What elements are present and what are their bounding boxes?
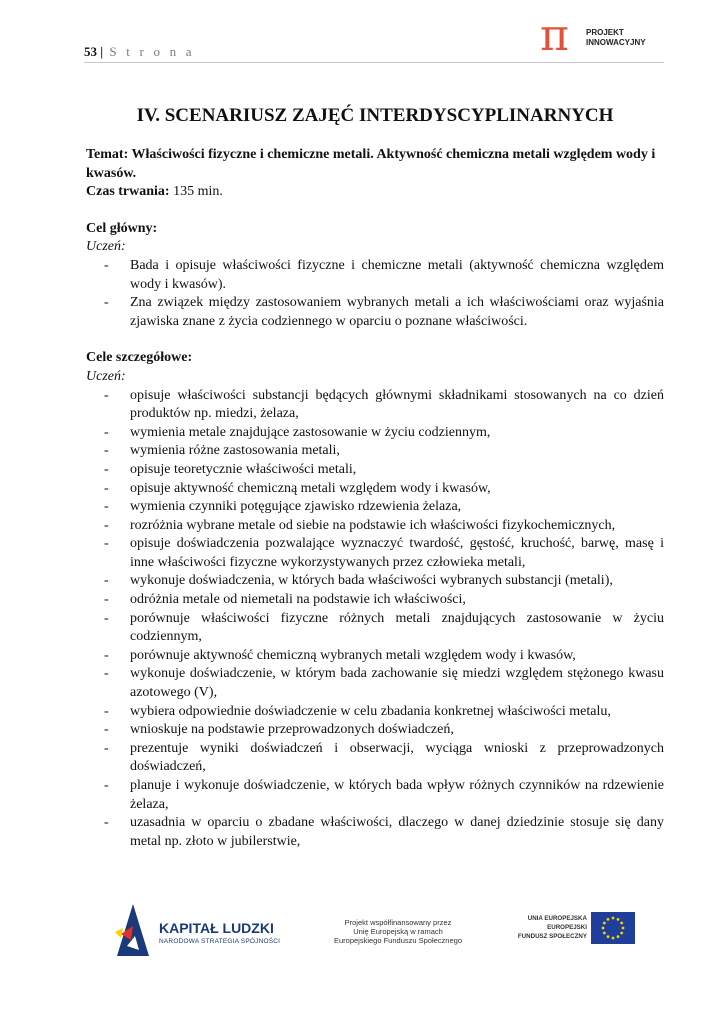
list-item: - wymienia czynniki potęgujące zjawisko rdzewienia żelaza, bbox=[86, 498, 664, 517]
main-goal-list bbox=[86, 257, 664, 331]
list-item: - wymienia metale znajdujące zastosowanie w życiu codziennym, bbox=[86, 424, 664, 443]
list-item: - opisuje doświadczenia pozwalające wyznaczyć twardość, gęstość, kruchość, barwę, masę i inne właściwości fizyczne wykorzystywanych przez człowieka metali, bbox=[86, 535, 664, 572]
duration bbox=[86, 183, 664, 202]
list-item: - odróżnia metale od niemetali na podstawie ich właściwości, bbox=[86, 591, 664, 610]
page-number bbox=[84, 44, 195, 60]
eu-star-icon bbox=[617, 918, 620, 921]
kapital-ludzki-title: KAPITAŁ LUDZKI bbox=[159, 920, 274, 936]
document-body bbox=[86, 100, 664, 851]
duration-label: Czas trwania: bbox=[86, 184, 170, 200]
page-number-separator: | bbox=[100, 44, 104, 59]
eu-star-icon bbox=[612, 937, 615, 940]
page-title: IV. SCENARIUSZ ZAJĘĆ INTERDYSCYPLINARNYCH bbox=[136, 105, 614, 126]
list-item: - porównuje aktywność chemiczną wybranych metali względem wody i kwasów, bbox=[86, 647, 664, 666]
eu-logo bbox=[505, 912, 635, 952]
specific-goals-heading: Cele szczegółowe: bbox=[86, 350, 193, 366]
eu-star-icon bbox=[622, 927, 625, 930]
topic-text: Właściwości fizyczne i chemiczne metali. Aktywność chemiczna metali względem wody i kwasów. bbox=[86, 147, 656, 181]
eu-line-3: FUNDUSZ SPOŁECZNY bbox=[517, 933, 587, 940]
list-item: - uzasadnia w oparciu o zbadane właściwości, dlaczego w danej dziedzinie stosuje się dany metal np. złoto w jubilerstwie, bbox=[86, 814, 664, 851]
page-footer bbox=[105, 896, 645, 962]
list-item: - porównuje właściwości fizyczne różnych metali znajdujących zastosowanie w życiu codziennym, bbox=[86, 610, 664, 647]
topic bbox=[86, 146, 664, 183]
list-item: - Zna związek między zastosowaniem wybranych metali a ich właściwościami oraz wyjaśnia zjawiska znane z życia codziennego w oparciu o poznane właściwości. bbox=[86, 294, 664, 331]
eu-star-icon bbox=[617, 935, 620, 938]
cofin-line-1: Projekt współfinansowany przez bbox=[344, 918, 452, 927]
eu-star-icon bbox=[602, 927, 605, 930]
eu-star-icon bbox=[603, 922, 606, 925]
kapital-ludzki-subtitle: NARODOWA STRATEGIA SPÓJNOŚCI bbox=[159, 938, 281, 945]
duration-value: 135 min. bbox=[173, 184, 223, 200]
list-item: - Bada i opisuje właściwości fizyczne i chemiczne metali (aktywność chemiczna względem wody i kwasów). bbox=[86, 257, 664, 294]
cofinancing-note bbox=[323, 918, 473, 945]
eu-text bbox=[505, 914, 587, 941]
kapital-ludzki-star-icon bbox=[113, 904, 153, 956]
topic-label: Temat: bbox=[86, 147, 129, 162]
list-item: - wykonuje doświadczenie, w którym bada zachowanie się miedzi względem stężonego kwasu azotowego (V), bbox=[86, 665, 664, 702]
list-item: - opisuje teoretycznie właściwości metali, bbox=[86, 461, 664, 480]
cofin-line-2: Unię Europejską w ramach bbox=[353, 927, 443, 936]
cofin-line-3: Europejskiego Funduszu Społecznego bbox=[333, 936, 462, 945]
specific-goals-intro: Uczeń: bbox=[86, 368, 126, 384]
list-item: - wymienia różne zastosowania metali, bbox=[86, 442, 664, 461]
eu-line-2: EUROPEJSKI bbox=[547, 924, 587, 931]
main-goal-intro: Uczeń: bbox=[86, 239, 126, 255]
logo-line-1: PROJEKT bbox=[586, 28, 624, 37]
eu-line-1: UNIA EUROPEJSKA bbox=[527, 915, 587, 922]
list-item: - opisuje aktywność chemiczną metali względem wody i kwasów, bbox=[86, 480, 664, 499]
list-item: - wnioskuje na podstawie przeprowadzonych doświadczeń, bbox=[86, 721, 664, 740]
main-goal-heading: Cel główny: bbox=[86, 220, 158, 236]
eu-star-icon bbox=[612, 917, 615, 920]
logo-line-2: INNOWACYJNY bbox=[586, 38, 646, 47]
list-item: - planuje i wykonuje doświadczenie, w których bada wpływ różnych czynników na rdzewienie żelaza, bbox=[86, 777, 664, 814]
list-item: - prezentuje wyniki doświadczeń i obserwacji, wyciąga wnioski z przeprowadzonych doświadczeń, bbox=[86, 740, 664, 777]
eu-star-icon bbox=[603, 932, 606, 935]
list-item: - wykonuje doświadczenia, w których bada właściwości wybranych substancji (metali), bbox=[86, 572, 664, 591]
list-item: - rozróżnia wybrane metale od siebie na podstawie ich właściwości fizykochemicznych, bbox=[86, 517, 664, 536]
kapital-ludzki-logo bbox=[105, 896, 290, 958]
pi-icon: π bbox=[540, 10, 569, 61]
projekt-innowacyjny-logo bbox=[540, 10, 666, 61]
specific-goals-list bbox=[86, 387, 664, 852]
eu-star-icon bbox=[607, 918, 610, 921]
page-number-value: 53 bbox=[84, 44, 97, 59]
eu-star-icon bbox=[607, 935, 610, 938]
list-item: - opisuje właściwości substancji będących głównymi składnikami stosowanych na co dzień produktów np. miedzi, żelaza, bbox=[86, 387, 664, 424]
eu-star-icon bbox=[620, 922, 623, 925]
eu-flag-icon bbox=[591, 912, 635, 944]
page-word: S t r o n a bbox=[109, 44, 195, 59]
header-divider bbox=[84, 62, 664, 63]
list-item: - wybiera odpowiednie doświadczenie w celu zbadania konkretnej właściwości metalu, bbox=[86, 703, 664, 722]
logo-text bbox=[586, 28, 646, 48]
eu-star-icon bbox=[620, 932, 623, 935]
